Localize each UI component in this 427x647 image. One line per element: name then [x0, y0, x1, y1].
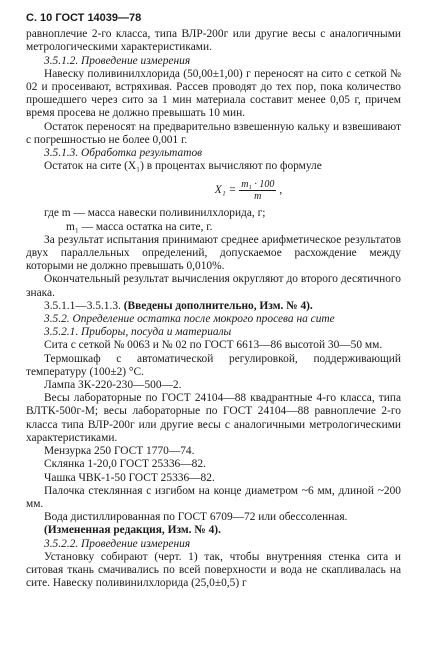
formula-numerator: m₁ · 100: [241, 178, 275, 190]
section-title: 3.5.1.3. Обработка результатов: [44, 147, 203, 160]
clause-range: 3.5.1.1—3.5.1.3.: [44, 299, 121, 312]
formula-denominator: m: [254, 190, 262, 202]
section-heading: [26, 147, 401, 160]
section-heading: [26, 326, 401, 339]
paragraph: Остаток переносят на предварительно взвешенную кальку и взвешивают с погрешностью не более 0,001 г.: [26, 120, 401, 146]
list-item: Мензурка 250 ГОСТ 1770—74.: [44, 445, 195, 458]
list-item: Сита с сеткой № 0063 и № 02 по ГОСТ 6613—86 высотой 30—50 мм.: [44, 339, 383, 352]
paragraph: Остаток на сите (X₁) в процентах вычисляют по формуле: [44, 160, 322, 173]
formula-fraction: [239, 179, 276, 202]
paragraph: За результат испытания принимают среднее арифметическое результатов двух параллельных определений, допускаемое расхождение между которыми не должно превышать 0,010%.: [26, 233, 401, 273]
section-title: 3.5.2. Определение остатка после мокрого просева на сите: [44, 313, 335, 326]
section-title: 3.5.1.2. Проведение измерения: [44, 54, 191, 67]
variable-definition: где m — масса навески поливинилхлорида, г;: [44, 207, 266, 220]
section-title: 3.5.2.2. Проведение измерения: [44, 537, 191, 550]
formula-lhs: X₁ =: [214, 183, 237, 196]
section-title: 3.5.2.1. Приборы, посуда и материалы: [44, 326, 232, 339]
paragraph: Окончательный результат вычисления округляют до второго десятичного знака.: [26, 273, 401, 299]
amendment-note: (Измененная редакция, Изм. № 4).: [44, 524, 221, 537]
paragraph: Установку собирают (черт. 1) так, чтобы внутренняя стенка сита и ситовая ткань смачивались по всей поверхности и вода не скапливалась на сите. Навеску поливинилхлорида (25,0±0,5) г: [26, 550, 401, 590]
list-item: Палочка стеклянная с изгибом на конце диаметром ~6 мм, длиной ~200 мм.: [26, 484, 401, 510]
list-item: Весы лабораторные по ГОСТ 24104—88 квадрантные 4-го класса, типа ВЛТК-500г-М; весы лабораторные по ГОСТ 24104—88 равноплечие 2-го класса типа ВЛР-200г или другие весы с аналогичными метрологическими характеристиками.: [26, 392, 401, 444]
formula: [96, 176, 401, 204]
variable-definition: m₁ — масса остатка на сите, г.: [66, 220, 213, 233]
page-header: С. 10 ГОСТ 14039—78: [26, 12, 142, 24]
section-heading: [26, 55, 401, 68]
list-item: Термошкаф с автоматической регулировкой, поддерживающий температуру (100±2) °С.: [26, 352, 401, 378]
paragraph: равноплечие 2-го класса, типа ВЛР-200г или другие весы с аналогичными метрологическими характеристиками.: [26, 28, 401, 54]
section-heading: [26, 538, 401, 551]
amendment-text: (Введены дополнительно, Изм. № 4).: [123, 299, 313, 312]
list-item: Чашка ЧВК-1-50 ГОСТ 25336—82.: [44, 471, 215, 484]
list-item: Вода дистиллированная по ГОСТ 6709—72 или обессоленная.: [44, 511, 348, 524]
formula-end: ,: [279, 183, 283, 196]
paragraph: Навеску поливинилхлорида (50,00±1,00) г переносят на сито с сеткой № 02 и просеивают, встряхивая. Рассев проводят до тех пор, пока количество прошедшего через сито за 1 мин материала составит менее 0,05 г, причем время просева не должно превышать 10 мин.: [26, 67, 401, 120]
section-heading: [26, 313, 401, 326]
list-item: Лампа ЗК-220-230—500—2.: [44, 379, 182, 392]
amendment-note: [26, 300, 401, 313]
list-item: Склянка 1-20,0 ГОСТ 25336—82.: [44, 458, 206, 471]
